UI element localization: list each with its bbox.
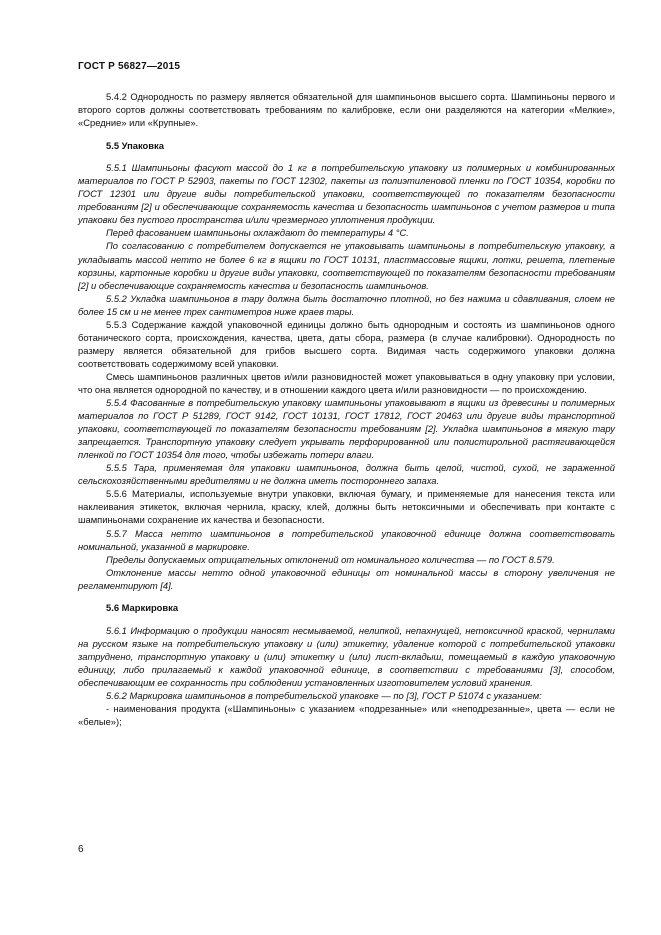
paragraph: По согласованию с потребителем допускается не упаковывать шампиньоны в потребительскую упаковку, а укладывать массой нетто не более 6 кг в ящики по ГОСТ 10131, пластмассовые ящики, лотки, решета, плетеные корзины, картонные коробки и другие виды упаковки, соответствующей по показателям безопасности требованиям [2] и обеспечивающие сохраняемость качества и безопасность шампиньонов.	[78, 240, 615, 291]
page-number: 6	[78, 844, 84, 855]
paragraph: 5.4.2 Однородность по размеру является обязательной для шампиньонов высшего сорта. Шампиньоны первого и второго сортов должны соответствовать требованиям по калибровке, если они разделяются на категории «Мелкие», «Средние» или «Крупные».	[78, 91, 615, 129]
paragraph: Пределы допускаемых отрицательных отклонений от номинального количества — по ГОСТ 8.579.	[106, 553, 555, 565]
paragraph: 5.6.2 Маркировка шампиньонов в потребительской упаковке — по [3], ГОСТ Р 51074 с указанием:	[106, 690, 542, 702]
paragraph: 5.5.4 Фасованные в потребительскую упаковку шампиньоны упаковывают в ящики из древесины и полимерных материалов по ГОСТ Р 51289, ГОСТ 9142, ГОСТ 10131, ГОСТ 17812, ГОСТ 20463 или другие виды транспортной упаковки, соответствующей по показателям безопасности требованиям [2]. Укладка шампиньонов в мягкую тару запрещается. Транспортную упаковку следует укрывать перфорированной или полистирольной растягивающейся пленкой по ГОСТ 10354 для того, чтобы избежать потери влаги.	[78, 397, 615, 461]
paragraph: - наименования продукта («Шампиньоны» с указанием «подрезанные» или «неподрезанные», цвета — если не «белые»);	[78, 703, 615, 728]
paragraph: 5.5.1 Шампиньоны фасуют массой до 1 кг в потребительскую упаковку из полимерных и комбинированных материалов по ГОСТ Р 52903, пакеты по ГОСТ 12302, пакеты из полиэтиленовой пленки по ГОСТ 10354, коробки по ГОСТ 12301 или другие виды потребительской упаковки, соответствующей по показателям безопасности требованиям [2] и обеспечивающие сохраняемость качества и безопасность шампиньонов с учетом размеров и типа упаковки без пустого пространства и/или чрезмерного уплотнения продукции.	[78, 162, 615, 226]
paragraph: 5.5.3 Содержание каждой упаковочной единицы должно быть однородным и состоять из шампиньонов одного ботанического сорта, происхождения, качества, цвета, даты сбора, размера (в случае калибровки). Однородность по размеру является обязательной для грибов высшего сорта. Видимая часть содержимого упаковки должна соответствовать содержимому всей упаковки.	[78, 318, 615, 369]
document-body	[78, 90, 615, 728]
section-heading: 5.6 Маркировка	[106, 602, 179, 614]
document-header: ГОСТ Р 56827—2015	[78, 61, 181, 72]
paragraph: 5.5.6 Материалы, используемые внутри упаковки, включая бумагу, и применяемые для нанесения текста или наклеивания этикеток, включая чернила, краску, клей, должны быть нетоксичными и обеспечивать при контакте с шампиньонами сохранение их качества и безопасности.	[78, 488, 615, 526]
section-heading: 5.5 Упаковка	[106, 139, 164, 151]
paragraph: Смесь шампиньонов различных цветов и/или разновидностей может упаковываться в одну упаковку при условии, что она является однородной по качеству, и в отношении каждого цвета и/или разновидности — по происхождению.	[78, 370, 615, 395]
paragraph: 5.5.7 Масса нетто шампиньонов в потребительской упаковочной единице должна соответствовать номинальной, указанной в маркировке.	[78, 527, 615, 552]
paragraph: 5.5.2 Укладка шампиньонов в тару должна быть достаточно плотной, но без нажима и сдавливания, слоем не более 15 см и не менее трех сантиметров ниже краев тары.	[78, 292, 615, 317]
paragraph: Отклонение массы нетто одной упаковочной единицы от номинальной массы в сторону увеличения не регламентируют [4].	[78, 566, 615, 591]
paragraph: Перед фасованием шампиньоны охлаждают до температуры 4 °С.	[106, 227, 409, 239]
paragraph: 5.5.5 Тара, применяемая для упаковки шампиньонов, должна быть целой, чистой, сухой, не зараженной сельскохозяйственными вредителями и не должна иметь постороннего запаха.	[78, 462, 615, 487]
paragraph: 5.6.1 Информацию о продукции наносят несмываемой, нелипкой, непахнущей, нетоксичной краской, чернилами на русском языке на потребительскую упаковку и (или) этикетку, удаление которой с потребительской упаковки затруднено, транспортную упаковку и (или) этикетку и (или) лист-вкладыш, помещаемый в каждую упаковочную единицу, либо прилагаемый к каждой упаковочной единице, в соответствии с требованиями [3], способом, обеспечивающим ее сохранность при соблюдении установленных изготовителем условий хранения.	[78, 624, 615, 688]
